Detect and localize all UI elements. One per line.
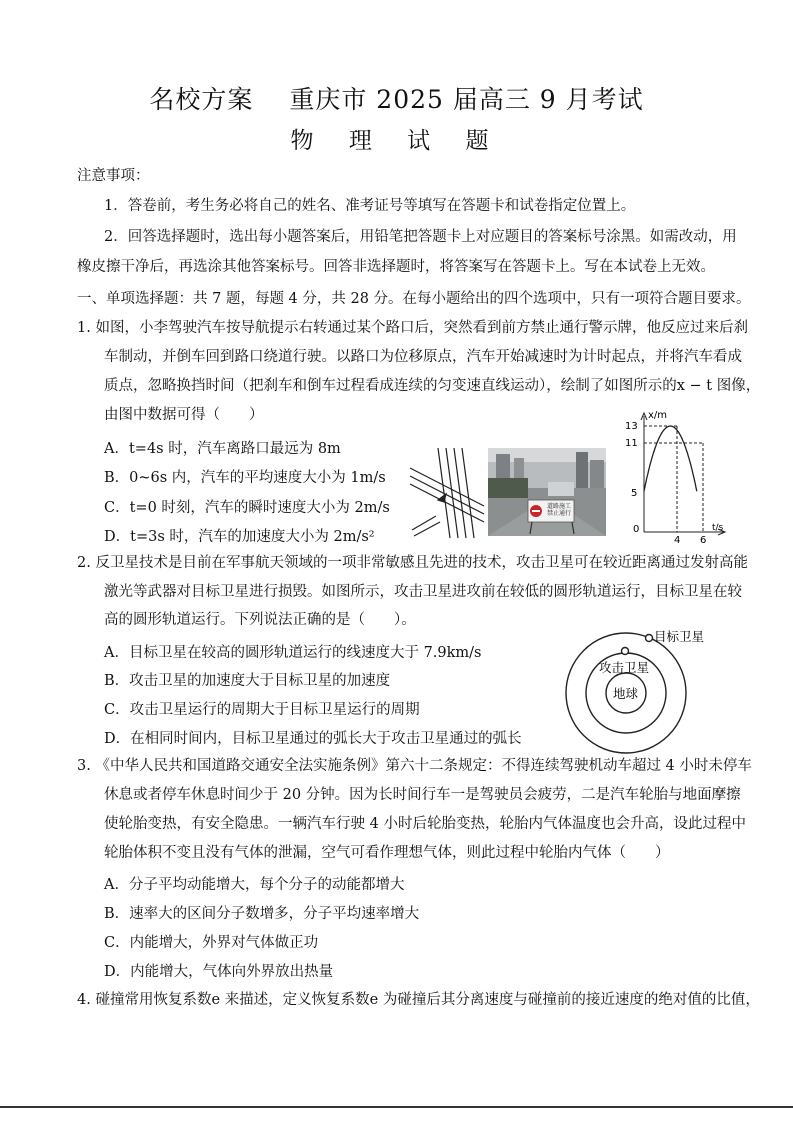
- xt-curve: [644, 426, 697, 491]
- sign-text-line-2: 禁止通行: [546, 510, 571, 517]
- x-tick-4: 4: [674, 535, 681, 544]
- q3-option-a: A．分子平均动能增大，每个分子的动能都增大: [104, 877, 405, 893]
- notice-heading: 注意事项：: [77, 168, 150, 184]
- q2-option-a: A．目标卫星在较高的圆形轨道运行的线速度大于 7.9km/s: [104, 645, 482, 661]
- x-axis-label: t/s: [712, 523, 724, 533]
- notice-item-1: 1．答卷前，考生务必将自己的姓名、准考证号等填写在答题卡和试卷指定位置上。: [104, 198, 636, 214]
- q1-stem-line-1: 1. 如图，小李驾驶汽车按导航提示右转通过某个路口后，突然看到前方禁止通行警示牌，他反应过来后刹: [77, 320, 748, 336]
- earth-label: 地球: [613, 686, 639, 701]
- y-tick-11: 11: [625, 438, 638, 449]
- q3-stem-line-4: 轮胎体积不变且没有气体的泄漏，空气可看作理想气体，则此过程中轮胎内气体（ ）: [104, 845, 670, 861]
- q1-stem-line-4: 由图中数据可得（ ）: [104, 407, 264, 423]
- brand-text: 名校方案: [149, 85, 254, 114]
- target-satellite-marker: [646, 635, 653, 642]
- q2-stem-line-1: 2. 反卫星技术是目前在军事航天领域的一项非常敏感且先进的技术，攻击卫星可在较近距离通过发射高能: [77, 555, 748, 571]
- q1-stem-line-2: 车制动，并倒车回到路口绕道行驶。以路口为位移原点，汽车开始减速时为计时起点，并将汽车看成: [104, 349, 742, 365]
- section-1-heading: 一、单项选择题：共 7 题，每题 4 分，共 28 分。在每小题给出的四个选项中，只有一项符合题目要求。: [77, 291, 751, 307]
- q1-option-b: B．0~6s 内，汽车的平均速度大小为 1m/s: [104, 470, 386, 486]
- x-t-graph: [620, 408, 730, 544]
- exam-name: 重庆市 2025 届高三 9 月考试: [289, 85, 644, 114]
- q2-option-d: D．在相同时间内，目标卫星通过的弧长大于攻击卫星通过的弧长: [104, 731, 522, 747]
- q3-option-c: C．内能增大，外界对气体做正功: [104, 935, 319, 951]
- q2-option-c: C．攻击卫星运行的周期大于目标卫星运行的周期: [104, 702, 420, 718]
- q2-option-b: B．攻击卫星的加速度大于目标卫星的加速度: [104, 673, 391, 689]
- q1-stem-line-3: 质点，忽略换挡时间（把刹车和倒车过程看成连续的匀变速直线运动），绘制了如图所示的x − t 图像，: [104, 378, 761, 394]
- q1-option-a: A．t=4s 时，汽车离路口最远为 8m: [104, 441, 341, 457]
- road-intersection-sketch: [408, 446, 486, 540]
- exam-title: [0, 80, 793, 116]
- road-closure-photo: [488, 448, 606, 536]
- q3-stem-line-2: 休息或者停车休息时间少于 20 分钟。因为长时间行车一是驾驶员会疲劳，二是汽车轮胎与地面摩擦: [104, 787, 741, 803]
- q3-option-b: B．速率大的区间分子数增多，分子平均速率增大: [104, 906, 420, 922]
- q2-stem-line-3: 高的圆形轨道运行。下列说法正确的是（ ）。: [104, 612, 416, 628]
- q2-stem-line-2: 激光等武器对目标卫星进行损毁。如图所示，攻击卫星进攻前在较低的圆形轨道运行，目标卫星在较: [104, 584, 742, 600]
- q1-option-c: C．t=0 时刻，汽车的瞬时速度大小为 2m/s: [104, 500, 390, 516]
- subject-title: 物 理 试 题: [290, 128, 503, 154]
- target-satellite-label: 目标卫星: [654, 629, 705, 644]
- x-tick-6: 6: [700, 535, 707, 544]
- notice-item-2-line-1: 2．回答选择题时，选出每小题答案后，用铅笔把答题卡上对应题目的答案标号涂黑。如需改动，用: [104, 229, 737, 245]
- q4-stem-line-1: 4. 碰撞常用恢复系数e 来描述，定义恢复系数e 为碰撞后其分离速度与碰撞前的接近速度的绝对值的比值，: [77, 992, 760, 1008]
- orbit-diagram: [540, 626, 720, 756]
- sign-text-line-1: 道路施工: [546, 503, 571, 510]
- notice-item-2-line-2: 橡皮擦干净后，再选涂其他答案标号。回答非选择题时，将答案写在答题卡上。写在本试卷上无效。: [77, 259, 715, 275]
- page-bottom-rule: [0, 1106, 793, 1108]
- q3-option-d: D．内能增大，气体向外界放出热量: [104, 964, 334, 980]
- y-tick-5: 5: [631, 488, 638, 499]
- y-tick-13: 13: [625, 421, 638, 432]
- origin-label: 0: [633, 524, 640, 535]
- attack-satellite-label: 攻击卫星: [599, 660, 650, 675]
- q3-stem-line-3: 使轮胎变热，有安全隐患。一辆汽车行驶 4 小时后轮胎变热，轮胎内气体温度也会升高，设此过程中: [104, 816, 746, 832]
- q3-stem-line-1: 3. 《中华人民共和国道路交通安全法实施条例》第六十二条规定：不得连续驾驶机动车超过 4 小时未停车: [77, 758, 752, 774]
- q1-option-d: D．t=3s 时，汽车的加速度大小为 2m/s²: [104, 529, 375, 545]
- y-axis-label: x/m: [648, 410, 668, 421]
- attack-satellite-marker: [622, 648, 629, 655]
